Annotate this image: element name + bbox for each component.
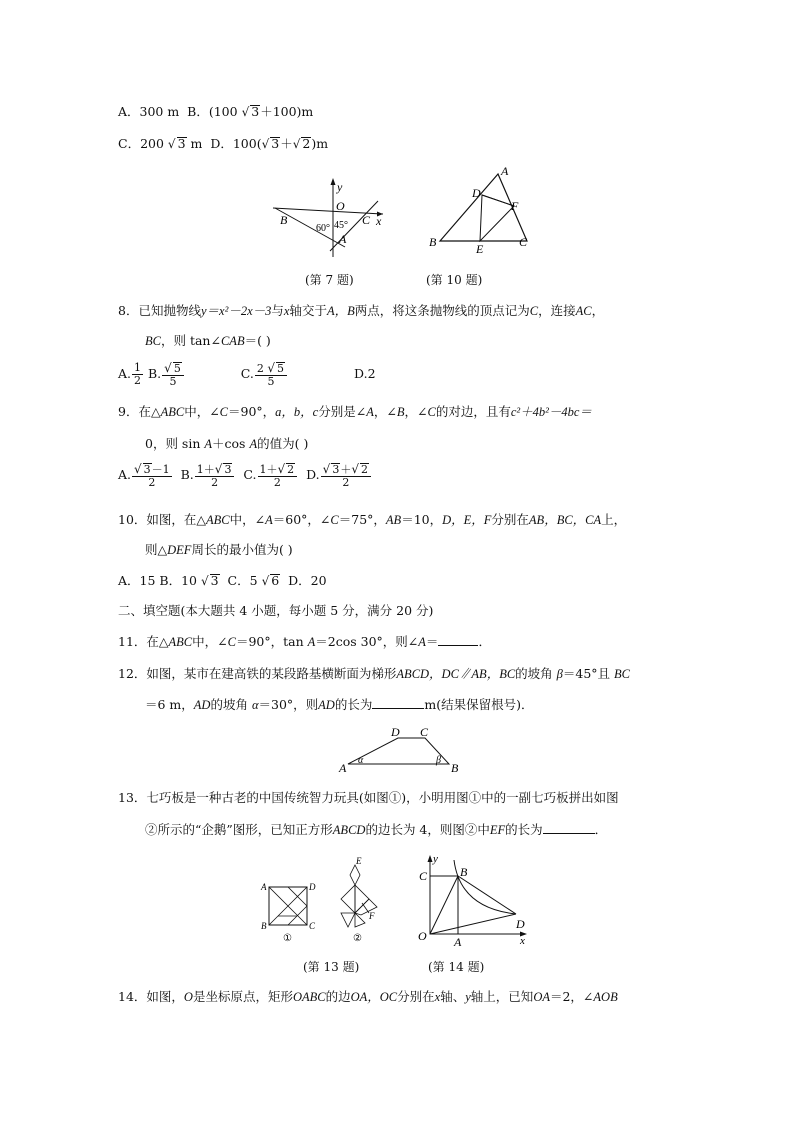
q11-line: 11．在△ABC中，∠C＝90°，tan A＝2cos 30°，则∠A＝ ．: [118, 634, 491, 649]
q8-line-1: 8．已知抛物线y＝x²－2x－3与x轴交于A，B两点，将这条抛物线的顶点记为C，连接AC，: [118, 303, 605, 318]
q12-line-1: 12．如图，某市在建高铁的某段路基横断面为梯形ABCD，DC∥AB，BC的坡角 β＝45°且 BC: [118, 666, 631, 681]
svg-text:y: y: [433, 853, 438, 865]
q8-options: A. $\frac{1}{2}$ B. $\frac{√ 5}{5}$ C. $\frac{2 √ 5}{5}$ D.2: [118, 360, 376, 388]
fig7-label-b: B: [280, 213, 288, 227]
svg-text:F: F: [369, 911, 375, 921]
fig12-label-c: C: [420, 725, 429, 739]
fig7-caption: (第 7 题): [305, 273, 354, 287]
fig13-label-one: ①: [283, 933, 292, 944]
svg-text:B: B: [460, 865, 468, 879]
fig10-label-e: E: [476, 242, 484, 256]
fig12-angle-alpha: α: [358, 755, 364, 766]
fig13-label-two: ②: [353, 933, 362, 944]
q10-line-2: 则△DEF周长的最小值为( ): [145, 542, 293, 557]
fig14-caption: (第 14 题): [428, 960, 485, 974]
q13-answer-blank[interactable]: [543, 833, 595, 834]
svg-text:C: C: [419, 869, 428, 883]
q9-line-1: 9．在△ABC中，∠C＝90°，a，b，c分别是∠A，∠B，∠C的对边，且有c²＋4b²－4bc＝: [118, 404, 592, 419]
svg-text:A: A: [454, 935, 462, 949]
fig10-label-d: D: [472, 186, 481, 200]
fig7-label-c: C: [362, 213, 371, 227]
q7-option-line-1: A．300 m B．(100 √ 3＋100)m: [118, 104, 314, 119]
q13-line-2: ②所示的“企鹅”图形，已知正方形ABCD的边长为 4，则图②中EF的长为 ．: [145, 822, 608, 837]
fig7-label-a: A: [339, 232, 347, 246]
fig7-angle-45: 45°: [334, 220, 348, 231]
fig10-label-b: B: [429, 235, 437, 249]
q13-line-1: 13．七巧板是一种古老的中国传统智力玩具(如图①)，小明用图①中的一副七巧板拼出如图: [118, 790, 619, 805]
figure-12: [336, 726, 466, 774]
fig7-label-o: O: [336, 199, 345, 213]
fig12-label-d: D: [391, 725, 400, 739]
svg-text:D: D: [309, 882, 316, 892]
fig12-label-a: A: [339, 761, 347, 775]
fig10-label-a: A: [501, 164, 509, 178]
section-2-heading: 二、填空题(本大题共 4 小题，每小题 5 分，满分 20 分): [118, 603, 434, 618]
figure-14: [412, 850, 532, 949]
fig7-angle-60: 60°: [316, 223, 330, 234]
figure-7: [270, 175, 390, 260]
q14-line-1: 14．如图，O是坐标原点，矩形OABC的边OA，OC分别在x轴、y轴上，已知OA＝2，∠AOB: [118, 989, 618, 1004]
fig10-label-f: F: [511, 199, 519, 213]
q7-option-line-2: C．200 √ 3 m D．100(√ 3＋√ 2)m: [118, 136, 329, 151]
q9-options: A. $\frac{√ 3-1}{2}$ B. $\frac{1+√ 3}{2}$ C. $\frac{1+√ 2}{2}$ D. $\frac{√ 3+√ 2}{2}$: [118, 460, 372, 490]
fig12-label-b: B: [451, 761, 459, 775]
figure-10: [425, 165, 535, 260]
fig13-caption: (第 13 题): [303, 960, 360, 974]
fig13-tangram-square: [269, 887, 307, 925]
svg-text:x: x: [520, 935, 525, 947]
q11-answer-blank[interactable]: [438, 645, 478, 646]
svg-text:C: C: [309, 921, 316, 931]
fig10-triangle-def: [480, 195, 514, 241]
svg-text:A: A: [261, 882, 267, 892]
svg-text:B: B: [261, 921, 267, 931]
fig7-label-x: x: [376, 214, 382, 228]
q12-answer-blank[interactable]: [372, 708, 424, 709]
svg-text:O: O: [418, 929, 427, 943]
fig10-label-c: C: [519, 235, 528, 249]
q8-line-2: BC，则 tan∠CAB＝( ): [145, 333, 271, 348]
q10-options: A．15 B．10 √ 3 C．5 √ 6 D．20: [118, 573, 327, 588]
svg-text:E: E: [356, 856, 362, 866]
fig12-angle-beta: β: [436, 755, 441, 766]
q9-line-2: 0，则 sin A＋cos A的值为( ): [145, 436, 309, 451]
q10-line-1: 10．如图，在△ABC中，∠A＝60°，∠C＝75°，AB＝10，D，E，F分别在AB，BC，CA上，: [118, 512, 627, 527]
figure-13: [257, 855, 397, 945]
fig7-label-y: y: [337, 180, 343, 194]
fig10-caption: (第 10 题): [426, 273, 483, 287]
svg-text:D: D: [516, 917, 525, 931]
q12-line-2: ＝6 m，AD的坡角 α＝30°，则AD的长为 m(结果保留根号)．: [145, 697, 534, 712]
